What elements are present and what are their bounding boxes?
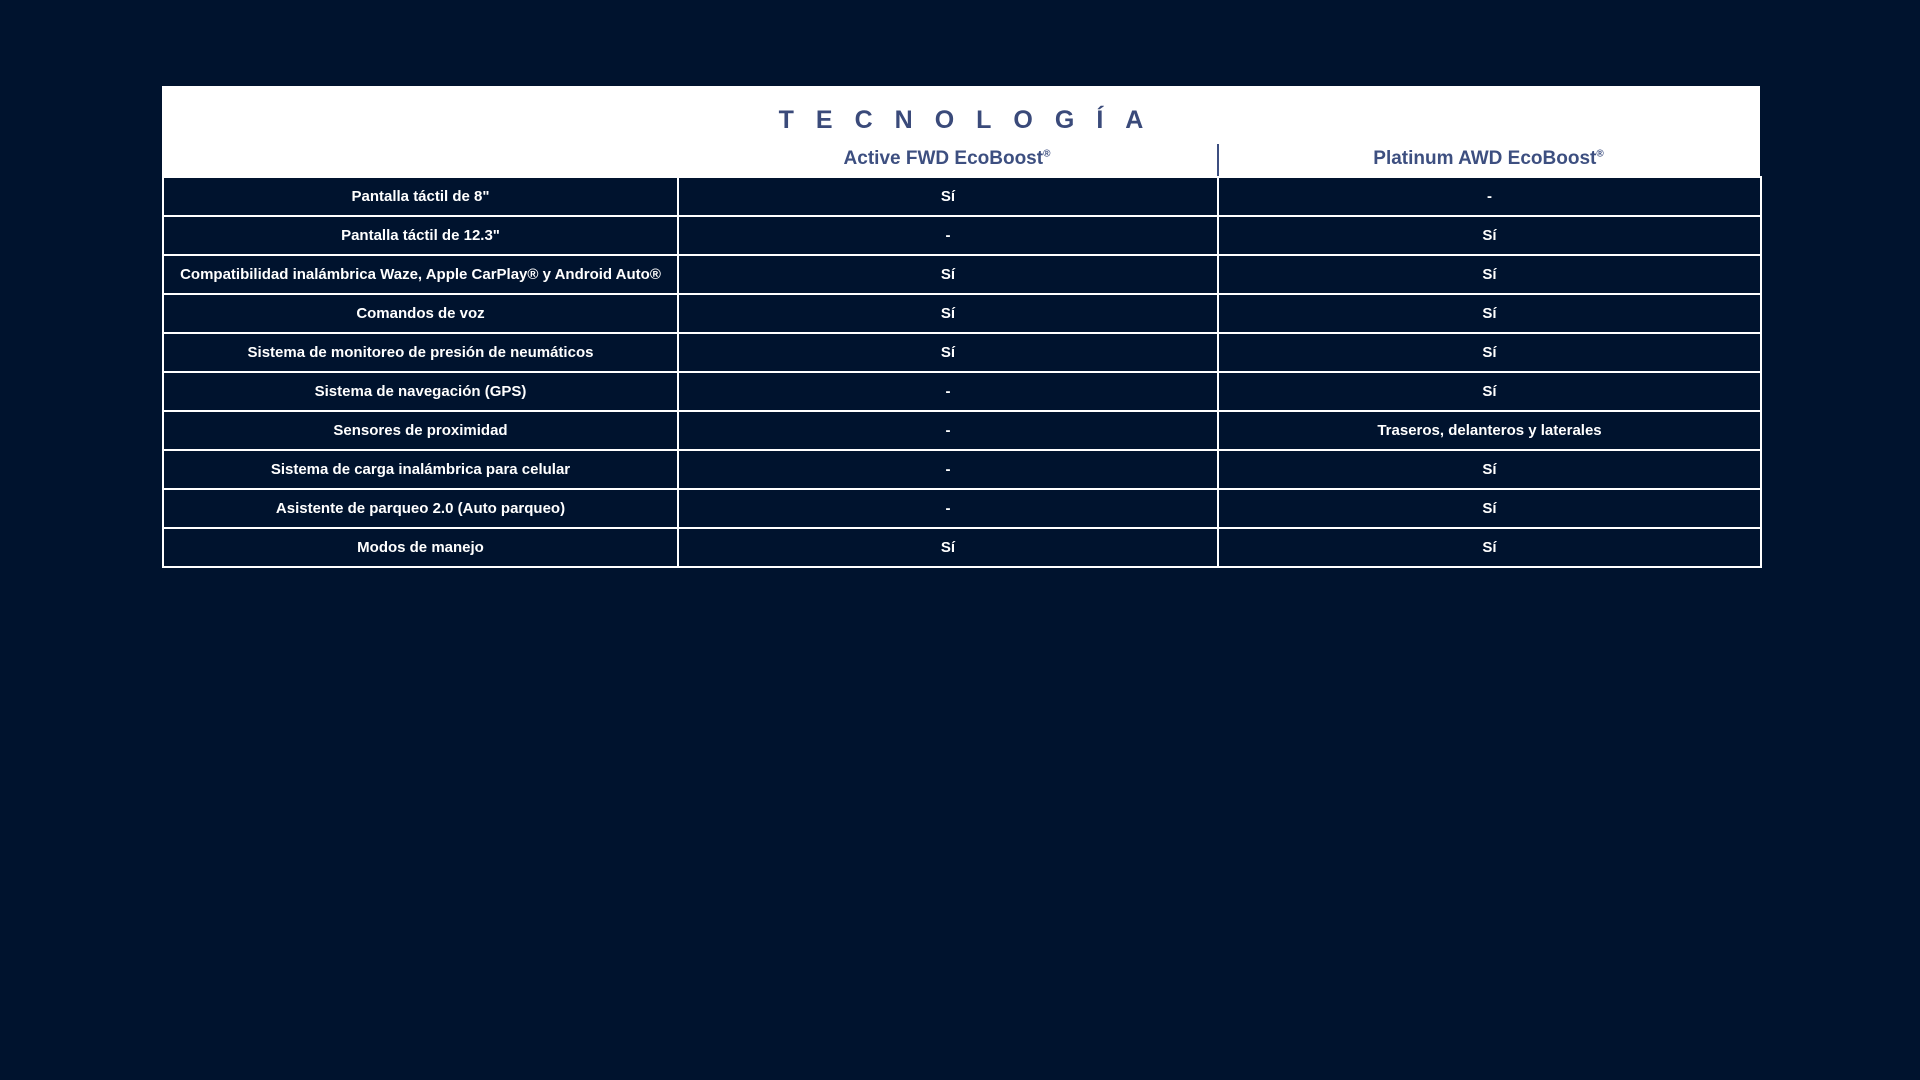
table-row: [163, 216, 1761, 255]
section-title: TECNOLOGÍA: [778, 106, 1166, 134]
feature-cell: Compatibilidad inalámbrica Waze, Apple CarPlay® y Android Auto®: [163, 255, 678, 294]
platinum-value-cell: Sí: [1218, 216, 1761, 255]
active-value-cell: Sí: [678, 528, 1218, 567]
column-header-platinum-name: Platinum AWD EcoBoost: [1373, 148, 1597, 169]
platinum-value-cell: Sí: [1218, 294, 1761, 333]
active-value-cell: Sí: [678, 255, 1218, 294]
active-value-cell: -: [678, 216, 1218, 255]
active-value-cell: -: [678, 372, 1218, 411]
active-value-cell: -: [678, 411, 1218, 450]
feature-cell: Pantalla táctil de 12.3": [163, 216, 678, 255]
platinum-value-cell: Sí: [1218, 255, 1761, 294]
spec-table: [162, 176, 1762, 568]
tecnologia-spec-panel: [162, 86, 1760, 568]
active-value-cell: -: [678, 489, 1218, 528]
header-divider: [1217, 144, 1219, 178]
active-value-cell: Sí: [678, 333, 1218, 372]
table-row: [163, 177, 1761, 216]
platinum-value-cell: Traseros, delanteros y laterales: [1218, 411, 1761, 450]
active-value-cell: Sí: [678, 177, 1218, 216]
feature-cell: Sistema de monitoreo de presión de neumáticos: [163, 333, 678, 372]
platinum-value-cell: Sí: [1218, 333, 1761, 372]
table-row: [163, 372, 1761, 411]
platinum-value-cell: Sí: [1218, 450, 1761, 489]
column-header-active: [677, 142, 1217, 176]
active-value-cell: Sí: [678, 294, 1218, 333]
table-row: [163, 255, 1761, 294]
feature-cell: Sistema de carga inalámbrica para celular: [163, 450, 678, 489]
platinum-value-cell: Sí: [1218, 489, 1761, 528]
feature-cell: Asistente de parqueo 2.0 (Auto parqueo): [163, 489, 678, 528]
feature-cell: Pantalla táctil de 8": [163, 177, 678, 216]
feature-cell: Comandos de voz: [163, 294, 678, 333]
platinum-value-cell: Sí: [1218, 528, 1761, 567]
table-row: [163, 450, 1761, 489]
feature-cell: Sistema de navegación (GPS): [163, 372, 678, 411]
table-row: [163, 489, 1761, 528]
table-row: [163, 411, 1761, 450]
registered-mark: ®: [1596, 148, 1604, 160]
platinum-value-cell: Sí: [1218, 372, 1761, 411]
table-row: [163, 294, 1761, 333]
feature-cell: Modos de manejo: [163, 528, 678, 567]
platinum-value-cell: -: [1218, 177, 1761, 216]
registered-mark: ®: [1043, 148, 1051, 160]
active-value-cell: -: [678, 450, 1218, 489]
column-header-active-name: Active FWD EcoBoost: [843, 148, 1044, 169]
feature-cell: Sensores de proximidad: [163, 411, 678, 450]
table-row: [163, 528, 1761, 567]
table-header-row: [162, 142, 1760, 176]
table-row: [163, 333, 1761, 372]
column-header-platinum: [1217, 142, 1760, 176]
